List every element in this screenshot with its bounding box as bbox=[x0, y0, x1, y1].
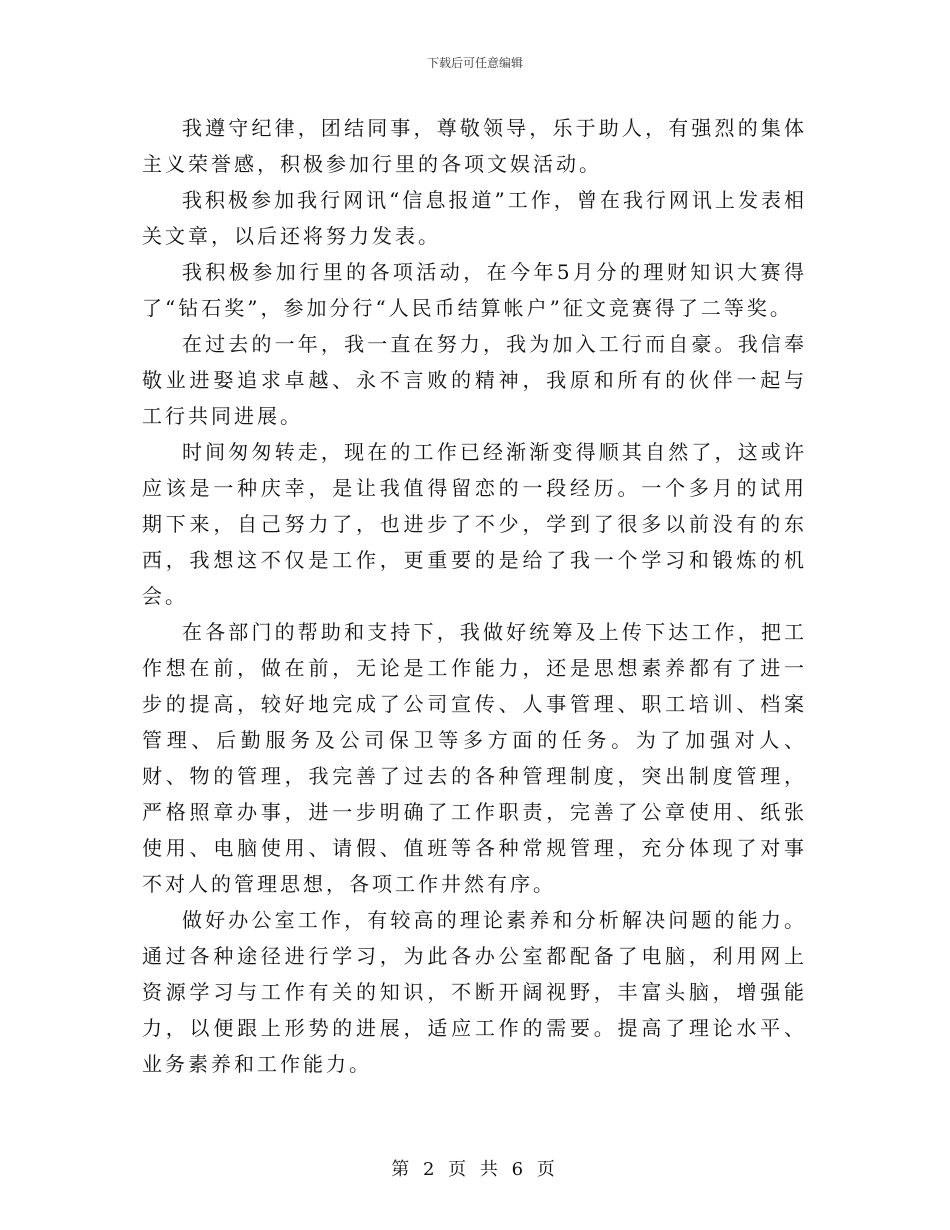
paragraph-probation: 时间匆匆转走，现在的工作已经渐渐变得顺其自然了，这或许应该是一种庆幸，是让我值得留恋的一段经历。一个多月的试用期下来，自己努力了，也进步了不少，学到了很多以前没有的东西，我想这不仅是工作，更重要的是给了我一个学习和锻炼的机会。 bbox=[142, 440, 807, 608]
paragraph-news-reporting: 我积极参加我行网讯“信息报道”工作，曾在我行网讯上发表相关文章，以后还将努力发表。 bbox=[142, 188, 807, 248]
paragraph-activities-awards: 我积极参加行里的各项活动，在今年5月分的理财知识大赛得了“钻石奖”，参加分行“人民币结算帐户”征文竞赛得了二等奖。 bbox=[142, 260, 807, 320]
paragraph-department-support: 在各部门的帮助和支持下，我做好统筹及上传下达工作，把工作想在前，做在前，无论是工作能力，还是思想素养都有了进一步的提高，较好地完成了公司宣传、人事管理、职工培训、档案管理、后勤服务及公司保卫等多方面的任务。为了加强对人、财、物的管理，我完善了过去的各种管理制度，突出制度管理，严格照章办事，进一步明确了工作职责，完善了公章使用、纸张使用、电脑使用、请假、值班等各种常规管理，充分体现了对事不对人的管理思想，各项工作井然有序。 bbox=[142, 620, 807, 896]
page-number-footer: 第 2 页 共 6 页 bbox=[391, 1159, 559, 1180]
paragraph-past-year: 在过去的一年，我一直在努力，我为加入工行而自豪。我信奉敬业进娶追求卓越、永不言败的精神，我原和所有的伙伴一起与工行共同进展。 bbox=[142, 332, 807, 428]
paragraph-discipline: 我遵守纪律，团结同事，尊敬领导，乐于助人，有强烈的集体主义荣誉感，积极参加行里的各项文娱活动。 bbox=[142, 116, 807, 176]
page-header: 下载后可任意编辑 bbox=[426, 56, 523, 70]
document-body bbox=[142, 110, 807, 1082]
paragraph-office-work: 做好办公室工作，有较高的理论素养和分析解决问题的能力。通过各种途径进行学习，为此各办公室都配备了电脑，利用网上资源学习与工作有关的知识，不断开阔视野，丰富头脑，增强能力，以便跟上形势的进展，适应工作的需要。提高了理论水平、业务素养和工作能力。 bbox=[142, 908, 807, 1076]
